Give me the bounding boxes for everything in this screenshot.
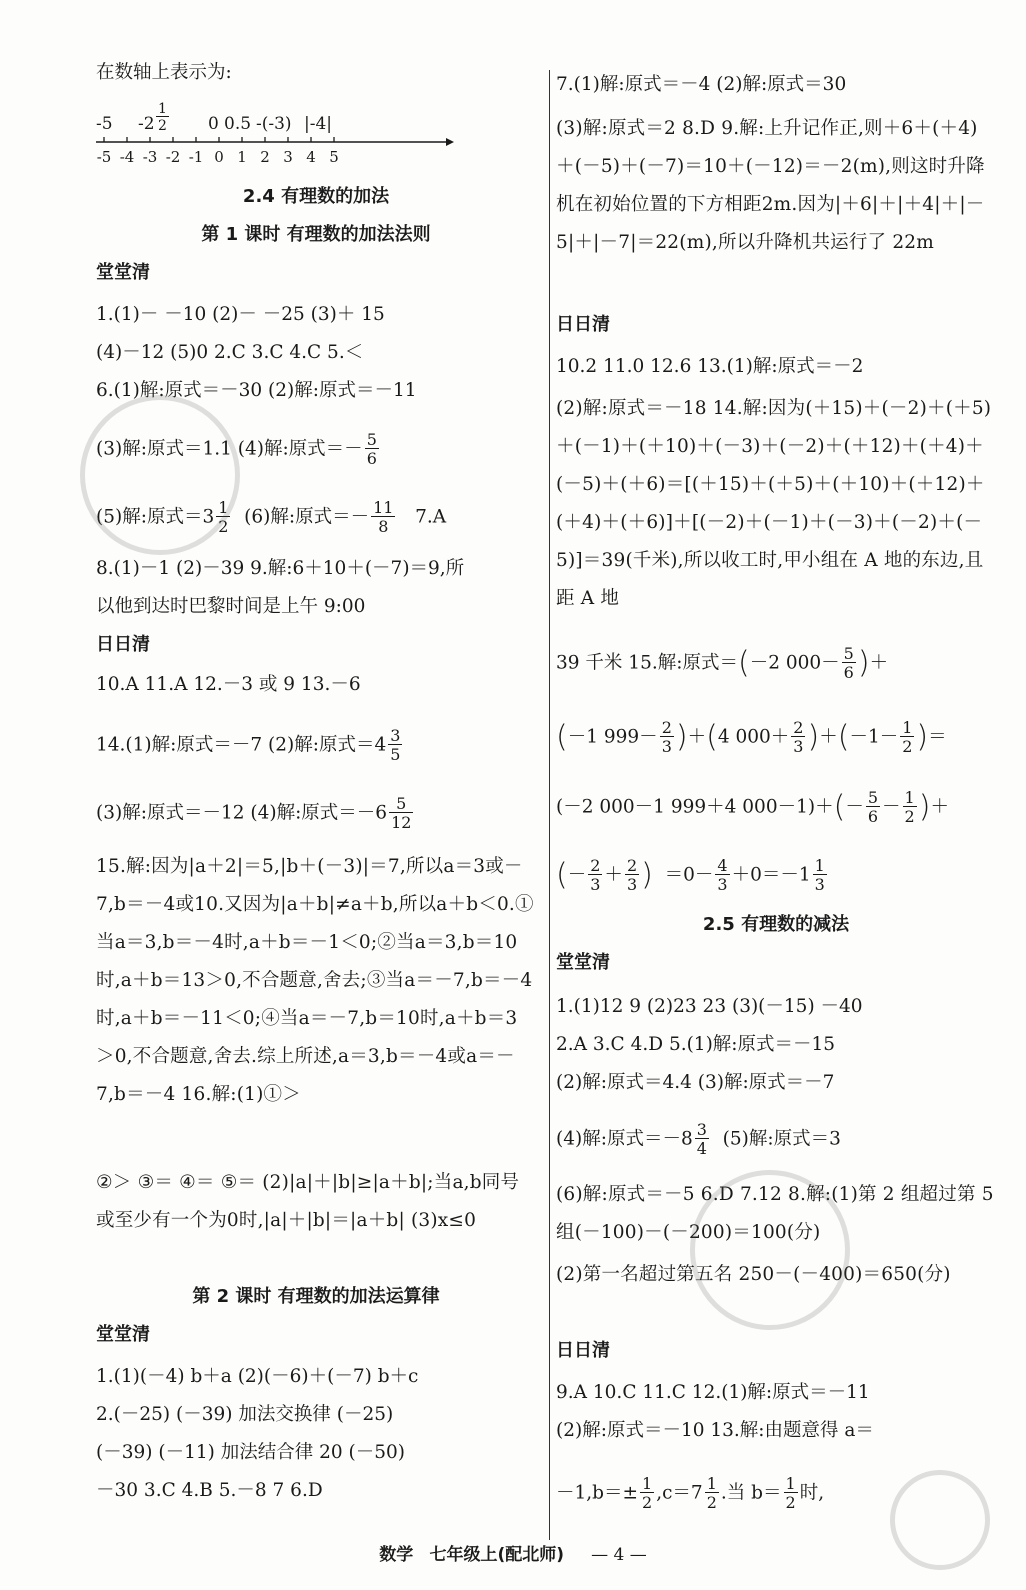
nl-tick-label: -3 [142, 148, 158, 166]
answer-line: (3)解:原式＝－12 (4)解:原式＝－6 $\frac{5}{12}$ [96, 794, 412, 832]
answer-line-15: (－ $\frac{2}{3}$ ＋ $\frac{2}{3}$ ) ＝0－ $\frac{4}{3}$ ＋0＝－1 $\frac{1}{3}$ [556, 856, 825, 894]
column-divider [549, 70, 550, 1540]
nl-label: 0.5 [224, 114, 252, 134]
answer-paragraph-14: (2)解:原式＝－18 14.解:因为(＋15)＋(－2)＋(＋5)＋(－1)＋(＋10)＋(－3)＋(－2)＋(＋12)＋(＋4)＋(－5)＋(＋6)＝[(＋15)＋(＋5)＋(＋10)＋(＋12)＋(＋4)＋(＋6)]＋[(－2)＋(－1)＋(－3)＋(－2)＋(－5)]＝39(千米),所以收工时,甲小组在 A 地的东边,且距 A 地 [556, 398, 992, 609]
answer-line: 1.(1)(－4) b＋a (2)(－6)＋(－7) b＋c [96, 1366, 419, 1387]
fraction: $\frac{1}{2}$ [218, 498, 229, 536]
fraction: $\frac{2}{3}$ [626, 856, 638, 894]
fraction: $\frac{1}{2}$ [706, 1474, 717, 1512]
answer-line: 10.2 11.0 12.6 13.(1)解:原式＝－2 [556, 356, 864, 377]
answer-paragraph-9: (3)解:原式＝2 8.D 9.解:上升记作正,则＋6＋(＋4)＋(－5)＋(－7)＝10＋(－12)＝－2(m),则这时升降机在初始位置的下方相距2m.因为|＋6|＋|＋4|＋|－5|＋|－7|＝22(m),所以升降机共运行了 22m [556, 118, 985, 253]
nl-tick-label: -4 [119, 148, 135, 166]
answer-line: 14.(1)解:原式＝－7 (2)解:原式＝4 $\frac{3}{5}$ [96, 726, 401, 764]
fraction: $\frac{5}{6}$ [366, 430, 377, 468]
nl-mixed-fraction: $\frac{1}{2}$ [158, 101, 167, 134]
number-line-axis [96, 134, 456, 148]
fraction: $\frac{4}{3}$ [717, 856, 728, 894]
answer-line: (5)解:原式＝3 $\frac{1}{2}$ (6)解:原式＝－ $\frac{11}{8}$ 7.A [96, 498, 447, 536]
fraction: $\frac{2}{3}$ [661, 718, 672, 756]
answer-line: 1.(1)12 9 (2)23 23 (3)(－15) －40 [556, 996, 863, 1017]
number-line [96, 101, 456, 170]
answer-line: －1,b＝± $\frac{1}{2}$ ,c＝7 $\frac{1}{2}$ .当 b＝ $\frac{1}{2}$ 时, [556, 1474, 825, 1512]
answer-line: 2.(－25) (－39) 加法交换律 (－25) [96, 1404, 394, 1425]
lesson-heading-2: 第 2 课时 有理数的加法运算律 [192, 1286, 440, 1307]
answer-line-15: (－2 000－1 999＋4 000－1)＋(－ $\frac{5}{6}$ － $\frac{1}{2}$ )＋ [556, 788, 949, 826]
nl-label: -2 [138, 114, 155, 134]
page-footer [0, 1540, 1026, 1565]
nl-label: -(-3) [256, 114, 292, 134]
subheading-ririqing: 日日清 [556, 1340, 610, 1361]
nl-label: 0 [208, 114, 219, 134]
left-column [96, 0, 536, 1550]
nl-tick-label: -1 [188, 148, 204, 166]
answer-paragraph-15: 15.解:因为|a＋2|＝5,|b＋(－3)|＝7,所以a＝3或－7,b＝－4或10.又因为|a＋b|≠a＋b,所以a＋b＜0.①当a＝3,b＝－4时,a＋b＝－1＜0;②当a＝3,b＝10时,a＋b＝13＞0,不合题意,舍去;③当a＝－7,b＝－4时,a＋b＝－11＜0;④当a＝－7,b＝10时,a＋b＝3＞0,不合题意,舍去.综上所述,a＝3,b＝－4或a＝－7,b＝－4 16.解:(1)①＞ [96, 856, 534, 1105]
watermark-stamp [690, 1170, 850, 1330]
fraction: $\frac{5}{6}$ [843, 644, 854, 682]
answer-line: 9.A 10.C 11.C 12.(1)解:原式＝－11 [556, 1382, 870, 1403]
lesson-heading-1: 第 1 课时 有理数的加法法则 [201, 224, 431, 245]
subheading-tangtangqing: 堂堂清 [556, 952, 610, 973]
answer-line: 8.(1)－1 (2)－39 9.解:6＋10＋(－7)＝9,所 [96, 558, 465, 579]
answer-line: (2)解:原式＝4.4 (3)解:原式＝－7 [556, 1072, 835, 1093]
fraction: $\frac{1}{2}$ [904, 788, 915, 826]
answer-line: (3)解:原式＝1.1 (4)解:原式＝－ $\frac{5}{6}$ [96, 430, 377, 468]
answer-line: －30 3.C 4.B 5.－8 7 6.D [96, 1480, 323, 1501]
answer-line: (2)解:原式＝－10 13.解:由题意得 a＝ [556, 1420, 874, 1441]
answer-paragraph-8-2: (2)第一名超过第五名 250－(－400)＝650(分) [556, 1264, 951, 1285]
answer-line: 2.A 3.C 4.D 5.(1)解:原式＝－15 [556, 1034, 836, 1055]
page-number: — 4 — [591, 1545, 647, 1565]
fraction: $\frac{2}{3}$ [590, 856, 601, 894]
answer-line: (－39) (－11) 加法结合律 20 (－50) [96, 1442, 405, 1463]
number-line-intro: 在数轴上表示为: [96, 62, 232, 83]
fraction: $\frac{1}{2}$ [902, 718, 913, 756]
fraction: $\frac{1}{3}$ [814, 856, 825, 894]
answer-line: 6.(1)解:原式＝－30 (2)解:原式＝－11 [96, 380, 417, 401]
fraction: $\frac{5}{6}$ [867, 788, 879, 826]
answer-line: 10.A 11.A 12.－3 或 9 13.－6 [96, 674, 361, 695]
footer-subject: 数学 [379, 1545, 414, 1565]
footer-grade: 七年级上(配北师) [429, 1545, 565, 1565]
answer-line-15: (－1 999－ $\frac{2}{3}$ )＋(4 000＋ $\frac{2}{3}$ )＋(－1－ $\frac{1}{2}$ )＝ [556, 718, 947, 756]
answer-line: (4)解:原式＝－8 $\frac{3}{4}$ (5)解:原式＝3 [556, 1120, 841, 1158]
nl-label: -5 [96, 114, 113, 134]
nl-tick-label: -5 [96, 148, 112, 166]
answer-paragraph-8: (6)解:原式＝－5 6.D 7.12 8.解:(1)第 2 组超过第 5 组(－100)－(－200)＝100(分) [556, 1184, 994, 1243]
nl-tick-label: 4 [306, 148, 316, 166]
fraction: $\frac{1}{2}$ [642, 1474, 653, 1512]
nl-label: |-4| [304, 114, 333, 134]
subheading-ririqing: 日日清 [556, 314, 610, 335]
subheading-tangtangqing: 堂堂清 [96, 262, 150, 283]
subheading-ririqing: 日日清 [96, 634, 150, 655]
answer-line: 1.(1)－ －10 (2)－ －25 (3)＋ 15 [96, 304, 385, 325]
subheading-tangtangqing: 堂堂清 [96, 1324, 150, 1345]
watermark-stamp [80, 395, 240, 555]
answer-line: 7.(1)解:原式＝－4 (2)解:原式＝30 [556, 74, 847, 95]
nl-tick-label: 0 [214, 148, 224, 166]
fraction: $\frac{11}{8}$ [373, 498, 394, 536]
nl-tick-label: 1 [237, 148, 247, 166]
answer-line-15: 39 千米 15.解:原式＝(－2 000－ $\frac{5}{6}$ )＋ [556, 644, 889, 682]
number-line-tick-labels [96, 148, 456, 170]
nl-tick-label: 5 [329, 148, 339, 166]
nl-tick-label: 2 [260, 148, 270, 166]
answer-paragraph-16: ②＞ ③＝ ④＝ ⑤＝ (2)|a|＋|b|≥|a＋b|;当a,b同号或至少有一个为0时,|a|＋|b|＝|a＋b| (3)x≤0 [96, 1172, 520, 1231]
nl-tick-label: -2 [165, 148, 181, 166]
fraction: $\frac{5}{12}$ [391, 794, 412, 832]
fraction: $\frac{1}{2}$ [785, 1474, 796, 1512]
answer-line: (4)－12 (5)0 2.C 3.C 4.C 5.＜ [96, 342, 364, 363]
section-heading-2-5: 2.5 有理数的减法 [702, 914, 850, 935]
fraction: $\frac{3}{5}$ [390, 726, 401, 764]
nl-tick-label: 3 [283, 148, 293, 166]
fraction: $\frac{2}{3}$ [793, 718, 804, 756]
fraction: $\frac{3}{4}$ [696, 1120, 707, 1158]
answer-line: 以他到达时巴黎时间是上午 9:00 [96, 596, 366, 617]
section-heading-2-4: 2.4 有理数的加法 [242, 186, 390, 207]
